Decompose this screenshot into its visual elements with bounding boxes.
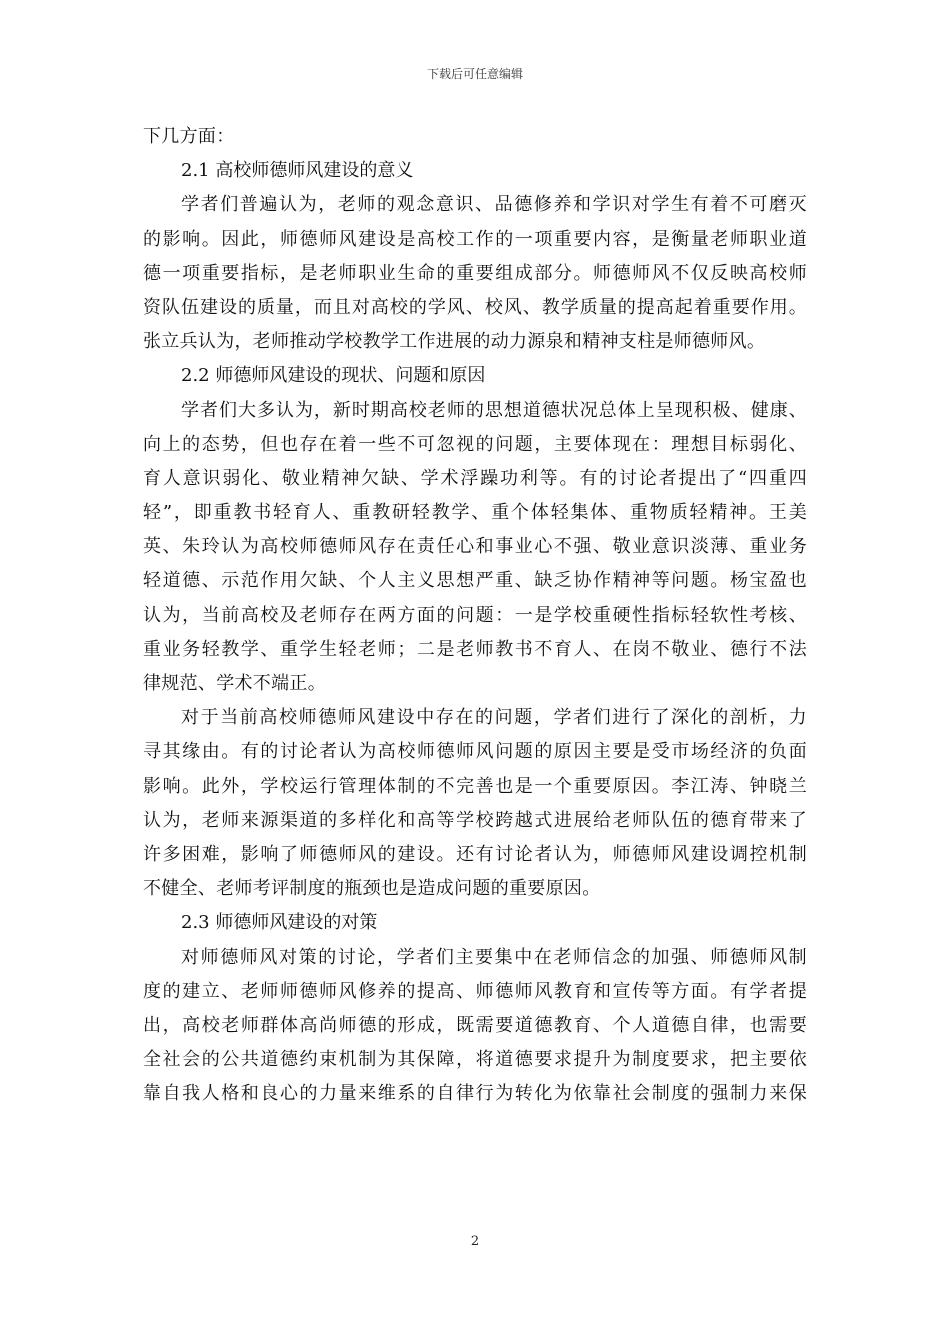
text-line: 度的建立、老师师德师风修养的提高、师德师风教育和宣传等方面。有学者提: [143, 980, 807, 1002]
text-line: 的影响。因此，师德师风建设是高校工作的一项重要内容，是衡量老师职业道: [143, 228, 807, 250]
text-line: 重业务轻教学、重学生轻老师；二是老师教书不育人、在岗不敬业、德行不法: [143, 638, 807, 660]
text-line: 认为，老师来源渠道的多样化和高等学校跨越式进展给老师队伍的德育带来了: [143, 809, 807, 831]
section-heading: 2.1 高校师德师风建设的意义: [181, 160, 414, 182]
text-line: 许多困难，影响了师德师风的建设。还有讨论者认为，师德师风建设调控机制: [143, 843, 807, 865]
text-line: 张立兵认为，老师推动学校教学工作进展的动力源泉和精神支柱是师德师风。: [143, 331, 766, 353]
page-number: 2: [470, 1234, 480, 1249]
page-header: 下载后可任意编辑: [426, 67, 523, 81]
document-body: [143, 120, 807, 1111]
section-heading: 2.2 师德师风建设的现状、问题和原因: [181, 365, 486, 387]
text-line: 对于当前高校师德师风建设中存在的问题，学者们进行了深化的剖析，力: [181, 707, 807, 729]
section-heading: 2.3 师德师风建设的对策: [181, 912, 378, 934]
text-line: 学者们普遍认为，老师的观念意识、品德修养和学识对学生有着不可磨灭: [181, 194, 807, 216]
text-line: 资队伍建设的质量，而且对高校的学风、校风、教学质量的提高起着重要作用。: [143, 296, 807, 318]
text-line: 轻”，即重教书轻育人、重教研轻教学、重个体轻集体、重物质轻精神。王美: [143, 502, 807, 524]
text-line: 律规范、学术不端正。: [143, 673, 326, 694]
text-line: 向上的态势，但也存在着一些不可忽视的问题，主要体现在：理想目标弱化、: [143, 433, 807, 455]
text-line: 德一项重要指标，是老师职业生命的重要组成部分。师德师风不仅反映高校师: [143, 262, 807, 284]
text-line: 育人意识弱化、敬业精神欠缺、学术浮躁功利等。有的讨论者提出了“四重四: [143, 467, 807, 489]
text-line: 寻其缘由。有的讨论者认为高校师德师风问题的原因主要是受市场经济的负面: [143, 741, 807, 763]
text-line: 轻道德、示范作用欠缺、个人主义思想严重、缺乏协作精神等问题。杨宝盈也: [143, 570, 807, 592]
text-line: 对师德师风对策的讨论，学者们主要集中在老师信念的加强、师德师风制: [181, 946, 807, 968]
text-line: 全社会的公共道德约束机制为其保障，将道德要求提升为制度要求，把主要依: [143, 1049, 807, 1071]
text-line: 出，高校老师群体高尚师德的形成，既需要道德教育、个人道德自律，也需要: [143, 1014, 807, 1036]
text-line: 英、朱玲认为高校师德师风存在责任心和事业心不强、敬业意识淡薄、重业务: [143, 536, 807, 558]
text-line: 影响。此外，学校运行管理体制的不完善也是一个重要原因。李江涛、钟晓兰: [143, 775, 807, 797]
text-line: 认为，当前高校及老师存在两方面的问题：一是学校重硬性指标轻软性考核、: [143, 604, 807, 626]
text-line: 靠自我人格和良心的力量来维系的自律行为转化为依靠社会制度的强制力来保: [143, 1083, 807, 1105]
text-line: 不健全、老师考评制度的瓶颈也是造成问题的重要原因。: [143, 878, 601, 900]
text-line: 下几方面：: [143, 126, 235, 147]
text-line: 学者们大多认为，新时期高校老师的思想道德状况总体上呈现积极、健康、: [181, 399, 807, 421]
